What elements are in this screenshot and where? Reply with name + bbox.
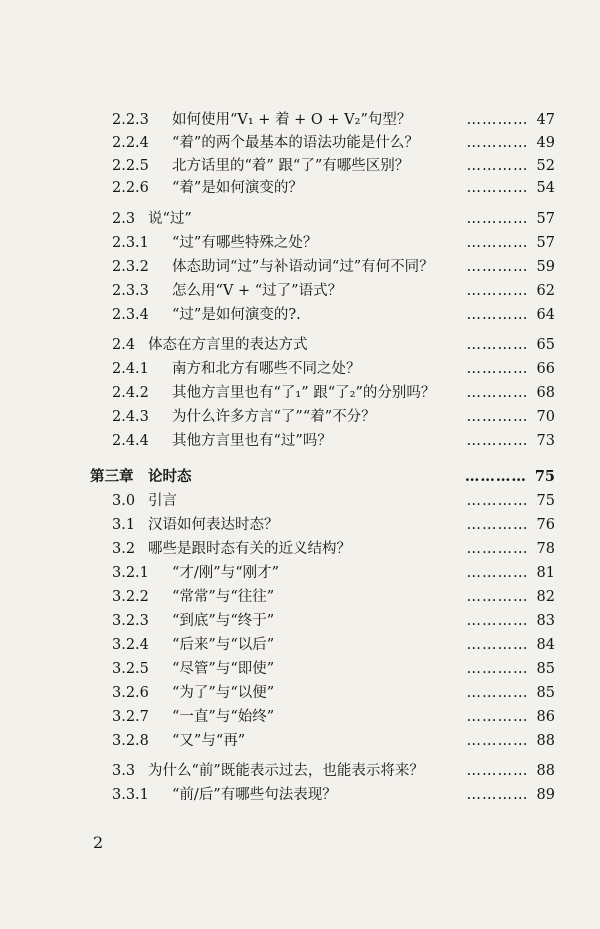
toc-entry-page: 78 — [536, 541, 555, 557]
toc-entry-leader-dots: ………… — [466, 307, 529, 323]
toc-entry-title: 南方和北方有哪些不同之处？ — [172, 361, 361, 377]
toc-entry-leader-dots: ………… — [466, 283, 529, 299]
toc-entry-page: 70 — [536, 409, 555, 425]
toc-entry-page: 66 — [536, 361, 555, 377]
toc-entry-leader-dots: ………… — [466, 361, 529, 377]
toc-entry-title: “才/刚”与“刚才” — [172, 565, 280, 581]
toc-entry-page: 64 — [536, 307, 555, 323]
toc-entry-number: 2.2.3 — [112, 112, 149, 128]
toc-entry-title: “过”是如何演变的?. — [172, 307, 301, 323]
toc-entry — [0, 381, 600, 405]
toc-entry-leader-dots: ………… — [466, 541, 529, 557]
toc-entry-number: 3.3 — [112, 763, 136, 779]
toc-entry-number: 2.2.5 — [112, 158, 149, 174]
toc-entry-page: 75 — [534, 468, 555, 485]
toc-entry — [0, 108, 600, 132]
toc-entry-title: “常常”与“往往” — [172, 589, 275, 605]
toc-entry-leader-dots: ………… — [466, 661, 529, 677]
toc-entry-title: 其他方言里也有“了₁” 跟“了₂”的分别吗？ — [172, 385, 436, 401]
toc-entry-leader-dots: ………… — [466, 493, 529, 509]
toc-entry-page: 76 — [536, 517, 555, 533]
toc-entry — [0, 513, 600, 537]
toc-entry-leader-dots: ………… — [466, 337, 529, 353]
toc-entry-leader-dots: ………… — [466, 211, 529, 227]
toc-entry — [0, 729, 600, 753]
toc-entry-title: 哪些是跟时态有关的近义结构？ — [148, 541, 351, 557]
toc-entry-page: 49 — [536, 135, 555, 151]
toc-entry — [0, 279, 600, 303]
toc-entry-title: “后来”与“以后” — [172, 637, 275, 653]
toc-entry-title: 为什么许多方言“了”“着”不分？ — [172, 409, 376, 425]
toc-entry — [0, 585, 600, 609]
toc-entry-title: 汉语如何表达时态？ — [148, 517, 279, 533]
toc-entry-number: 3.2.1 — [112, 565, 149, 581]
toc-entry-number: 3.2.5 — [112, 661, 149, 677]
toc-entry-leader-dots: ………… — [466, 259, 529, 275]
toc-entry — [0, 405, 600, 429]
toc-entry-title: 论时态 — [148, 468, 192, 485]
toc-entry-number: 3.2.4 — [112, 637, 149, 653]
toc-entry-number: 第三章 — [90, 468, 134, 485]
toc-entry-page: 52 — [536, 158, 555, 174]
toc-entry-number: 2.4 — [112, 337, 136, 353]
toc-entry-title: “尽管”与“即使” — [172, 661, 275, 677]
toc-entry-number: 3.2.2 — [112, 589, 149, 605]
toc-entry-page: 86 — [536, 709, 555, 725]
toc-entry-title: 体态助词“过”与补语动词“过”有何不同？ — [172, 259, 434, 275]
toc-entry — [0, 429, 600, 453]
toc-entry-leader-dots: ………… — [466, 180, 529, 196]
toc-entry — [0, 231, 600, 255]
toc-entry — [0, 681, 600, 705]
toc-entry-number: 2.3.1 — [112, 235, 149, 251]
toc-entry-leader-dots: ………… — [466, 613, 529, 629]
toc-entry-page: 54 — [536, 180, 555, 196]
toc-entry — [0, 705, 600, 729]
toc-entry-page: 47 — [536, 112, 555, 128]
page-number: 2 — [93, 833, 104, 852]
toc-entry-title: “一直”与“始终” — [172, 709, 275, 725]
toc-entry-page: 57 — [536, 211, 555, 227]
toc-entry-page: 85 — [536, 685, 555, 701]
toc-entry-title: 怎么用“V + “过了”语式？ — [172, 283, 343, 299]
toc-entry-leader-dots: ………… — [466, 158, 529, 174]
toc-entry — [0, 609, 600, 633]
toc-entry-number: 3.2 — [112, 541, 136, 557]
toc-entry — [0, 489, 600, 513]
toc-entry-title: 说“过” — [148, 211, 192, 227]
toc-entry — [0, 357, 600, 381]
toc-entry-page: 62 — [536, 283, 555, 299]
toc-entry — [0, 465, 600, 489]
toc-entry — [0, 154, 600, 178]
toc-entry — [0, 537, 600, 561]
toc-entry-page: 57 — [536, 235, 555, 251]
toc-entry-title: 体态在方言里的表达方式 — [148, 337, 308, 353]
toc-entry-title: 如何使用“V₁ + 着 + O + V₂”句型？ — [172, 112, 412, 128]
toc-entry-number: 3.3.1 — [112, 787, 149, 803]
toc-entry — [0, 633, 600, 657]
toc-entry-number: 3.0 — [112, 493, 136, 509]
toc-entry — [0, 255, 600, 279]
toc-entry-number: 2.3.4 — [112, 307, 149, 323]
toc-entry — [0, 333, 600, 357]
toc-entry — [0, 131, 600, 155]
toc-entry-leader-dots: ………… — [466, 135, 529, 151]
toc-entry-number: 2.2.4 — [112, 135, 149, 151]
toc-entry-leader-dots: ………… — [466, 235, 529, 251]
toc-entry-title: “着”的两个最基本的语法功能是什么？ — [172, 135, 419, 151]
toc-entry-number: 3.1 — [112, 517, 136, 533]
toc-entry-title: “又”与“再” — [172, 733, 246, 749]
toc-entry-page: 84 — [536, 637, 555, 653]
toc-entry-leader-dots: ………… — [466, 787, 529, 803]
toc-entry-title: 引言 — [148, 493, 177, 509]
toc-entry-title: “前/后”有哪些句法表现？ — [172, 787, 337, 803]
toc-entry-title: “为了”与“以便” — [172, 685, 275, 701]
toc-entry-page: 75 — [536, 493, 555, 509]
toc-entry — [0, 783, 600, 807]
toc-entry-leader-dots: ………… — [466, 589, 529, 605]
toc-entry-number: 2.4.1 — [112, 361, 149, 377]
toc-entry-leader-dots: ………… — [466, 517, 529, 533]
toc-entry-number: 2.3 — [112, 211, 136, 227]
toc-entry-page: 59 — [536, 259, 555, 275]
toc-entry-leader-dots: ………… — [466, 709, 529, 725]
toc-entry-page: 83 — [536, 613, 555, 629]
toc-entry-title: 北方话里的“着” 跟“了”有哪些区别？ — [172, 158, 410, 174]
toc-entry-number: 2.3.2 — [112, 259, 149, 275]
toc-entry-leader-dots: ………… — [466, 733, 529, 749]
toc-entry-leader-dots: ………… — [466, 433, 529, 449]
toc-entry-number: 3.2.3 — [112, 613, 149, 629]
toc-entry-title: “着”是如何演变的？ — [172, 180, 303, 196]
toc-entry-page: 73 — [536, 433, 555, 449]
toc-entry-number: 3.2.7 — [112, 709, 149, 725]
toc-entry — [0, 657, 600, 681]
toc-entry-title: “到底”与“终于” — [172, 613, 275, 629]
toc-entry-title: “过”有哪些特殊之处？ — [172, 235, 318, 251]
toc-entry-leader-dots: ………… — [466, 409, 529, 425]
toc-entry-number: 3.2.6 — [112, 685, 149, 701]
toc-entry-title: 为什么“前”既能表示过去，也能表示将来？ — [148, 763, 424, 779]
toc-entry — [0, 759, 600, 783]
toc-entry-number: 2.4.3 — [112, 409, 149, 425]
toc-entry-leader-dots: ………… — [466, 685, 529, 701]
toc-entry-leader-dots: ………… — [466, 112, 529, 128]
toc-entry — [0, 207, 600, 231]
toc-entry-page: 68 — [536, 385, 555, 401]
toc-entry-page: 81 — [536, 565, 555, 581]
toc-entry-page: 85 — [536, 661, 555, 677]
toc-entry-leader-dots: ………… — [464, 468, 527, 485]
toc-entry-number: 2.2.6 — [112, 180, 149, 196]
toc-entry-page: 65 — [536, 337, 555, 353]
toc-entry-number: 2.4.4 — [112, 433, 149, 449]
toc-entry-number: 3.2.8 — [112, 733, 149, 749]
toc-entry-page: 88 — [536, 763, 555, 779]
toc-entry-page: 89 — [536, 787, 555, 803]
toc-entry — [0, 176, 600, 200]
toc-entry-page: 88 — [536, 733, 555, 749]
toc-entry-number: 2.3.3 — [112, 283, 149, 299]
toc-entry-number: 2.4.2 — [112, 385, 149, 401]
toc-entry-leader-dots: ………… — [466, 565, 529, 581]
toc-entry-leader-dots: ………… — [466, 385, 529, 401]
toc-entry — [0, 303, 600, 327]
toc-entry — [0, 561, 600, 585]
toc-entry-title: 其他方言里也有“过”吗？ — [172, 433, 332, 449]
toc-entry-leader-dots: ………… — [466, 637, 529, 653]
toc-entry-page: 82 — [536, 589, 555, 605]
toc-entry-leader-dots: ………… — [466, 763, 529, 779]
